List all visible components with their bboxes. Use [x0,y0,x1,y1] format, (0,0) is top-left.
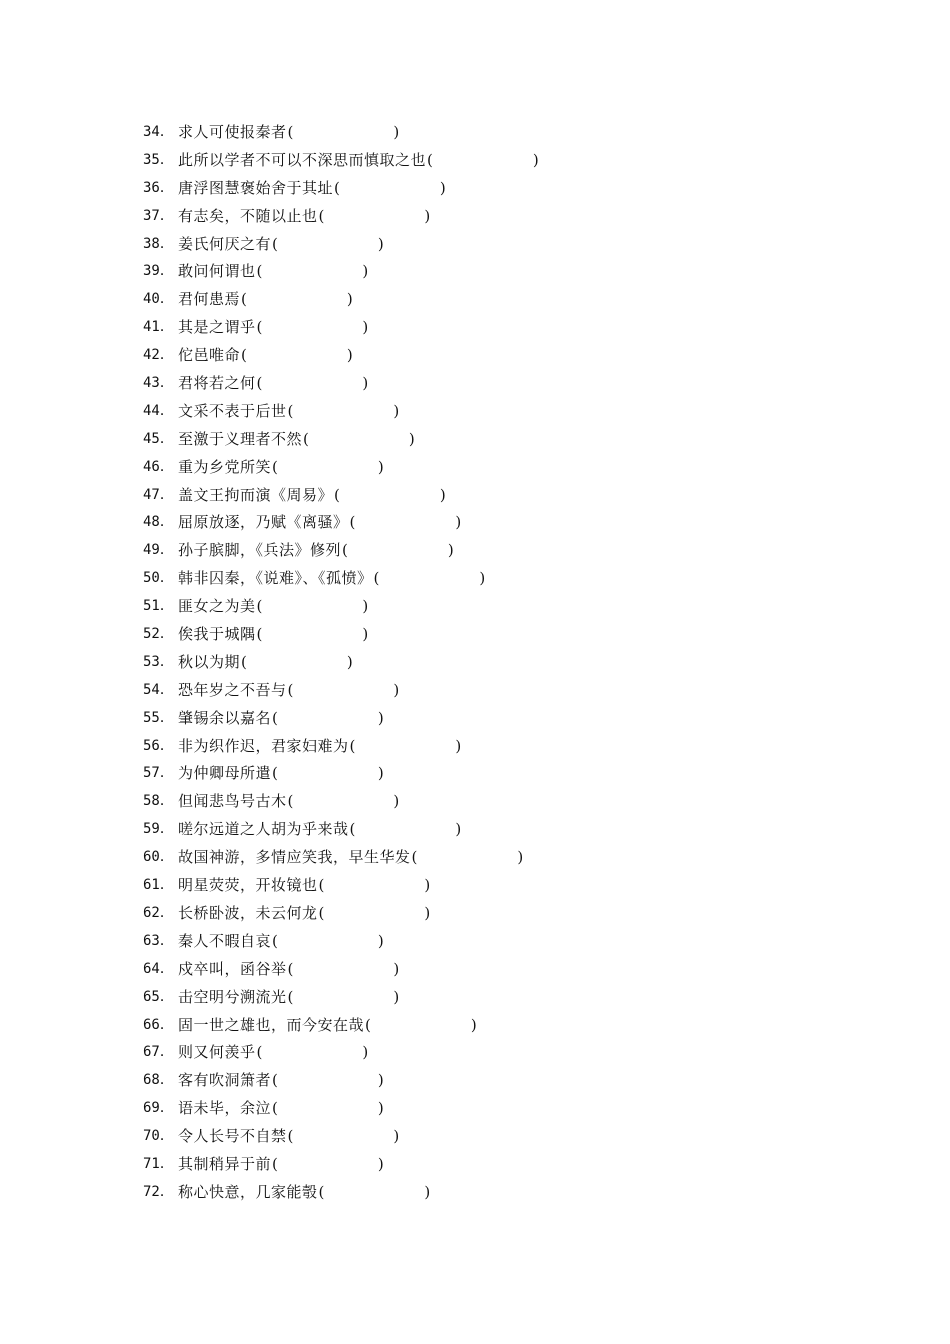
close-paren: ) [408,429,415,448]
question-text: 重为乡党所笑 [178,457,272,476]
question-number: 43． [143,375,174,392]
close-paren: ) [393,1127,400,1146]
question-number: 52． [143,626,174,643]
question-item [143,537,843,565]
answer-blank[interactable] [271,1067,384,1095]
open-paren: ( [256,625,263,644]
open-paren: ( [334,178,340,197]
open-paren: ( [287,987,294,1006]
close-paren: ) [517,848,524,867]
close-paren: ) [393,401,400,420]
question-text: 姜氏何厌之有 [178,234,272,253]
question-text: 客有吹洞箫者 [178,1071,272,1090]
close-paren: ) [377,1099,384,1118]
answer-blank[interactable] [240,649,353,677]
open-paren: ( [272,1071,278,1090]
close-paren: ) [362,1043,369,1062]
question-number: 71． [143,1155,174,1172]
question-number: 68． [143,1072,174,1089]
question-number: 59． [143,821,174,838]
close-paren: ) [424,1182,431,1201]
close-paren: ) [393,123,400,141]
close-paren: ) [346,346,353,365]
question-number: 67． [143,1044,174,1061]
question-number: 39． [143,263,174,280]
question-text: 敢问何谓也 [178,262,256,281]
question-number: 63． [143,932,174,949]
question-item [143,1012,843,1040]
question-number: 45． [143,430,174,447]
close-paren: ) [470,1015,477,1034]
question-item [143,147,843,175]
question-text: 孙子膑脚，《兵法》修列 [178,541,342,560]
answer-blank[interactable] [364,1012,477,1040]
open-paren: ( [373,569,380,588]
open-paren: ( [411,848,418,867]
open-paren: ( [303,429,309,448]
question-text: 称心快意，几家能彀 [178,1182,318,1201]
question-item [143,1039,843,1067]
answer-blank[interactable] [318,900,431,928]
answer-blank[interactable] [341,537,454,565]
close-paren: ) [377,708,384,727]
question-item [143,565,843,593]
question-text: 佗邑唯命 [178,346,241,365]
answer-blank[interactable] [318,1179,431,1207]
answer-blank[interactable] [271,1151,384,1179]
close-paren: ) [362,597,369,616]
question-item [143,649,843,677]
answer-blank[interactable] [318,203,431,231]
answer-blank[interactable] [287,119,400,147]
question-number: 69． [143,1100,174,1117]
open-paren: ( [318,206,325,225]
open-paren: ( [287,959,294,978]
close-paren: ) [377,234,384,253]
question-text: 击空明兮溯流光 [178,987,287,1006]
close-paren: ) [377,1071,384,1090]
question-item [143,119,843,147]
close-paren: ) [447,541,454,560]
answer-blank[interactable] [271,705,384,733]
open-paren: ( [272,234,278,253]
question-text: 为仲卿母所遣 [178,764,272,783]
question-item [143,677,843,705]
open-paren: ( [334,485,340,504]
answer-blank[interactable] [287,984,400,1012]
open-paren: ( [287,792,294,811]
open-paren: ( [256,318,263,337]
open-paren: ( [256,597,263,616]
question-number: 56． [143,737,174,754]
close-paren: ) [362,318,369,337]
question-item [143,203,843,231]
open-paren: ( [318,1182,325,1201]
question-number: 60． [143,849,174,866]
open-paren: ( [241,346,247,365]
question-number: 47． [143,486,174,503]
close-paren: ) [377,457,384,476]
question-item [143,900,843,928]
question-item [143,621,843,649]
answer-blank[interactable] [256,370,369,398]
close-paren: ) [424,876,431,895]
question-item [143,175,843,203]
question-item [143,956,843,984]
question-text: 唐浮图慧褒始舍于其址 [178,178,334,197]
close-paren: ) [393,680,400,699]
question-text: 此所以学者不可以不深思而慎取之也 [178,150,427,169]
question-item [143,509,843,537]
question-item [143,1095,843,1123]
question-text: 嗟尔远道之人胡为乎来哉 [178,820,349,839]
question-text: 秦人不暇自哀 [178,931,272,950]
close-paren: ) [455,736,462,755]
question-number: 62． [143,904,174,921]
question-item [143,928,843,956]
question-text: 语未毕，余泣 [178,1099,272,1118]
question-item [143,231,843,259]
question-number: 65． [143,988,174,1005]
question-text: 戍卒叫，函谷举 [178,959,287,978]
question-number: 49． [143,542,174,559]
question-text: 其制稍异于前 [178,1154,272,1173]
question-number: 54． [143,681,174,698]
question-text: 君将若之何 [178,374,256,393]
close-paren: ) [377,764,384,783]
answer-blank[interactable] [271,760,384,788]
open-paren: ( [241,652,247,671]
question-number: 37． [143,207,174,224]
question-item [143,482,843,510]
open-paren: ( [287,401,294,420]
question-text: 盖文王拘而演《周易》 [178,485,334,504]
question-number: 48． [143,514,174,531]
close-paren: ) [424,206,431,225]
answer-blank[interactable] [271,1095,384,1123]
question-item [143,733,843,761]
question-number: 40． [143,291,174,308]
close-paren: ) [455,820,462,839]
answer-blank[interactable] [240,286,353,314]
open-paren: ( [272,931,278,950]
question-number: 72． [143,1183,174,1200]
open-paren: ( [272,457,278,476]
question-item [143,426,843,454]
open-paren: ( [287,680,294,699]
question-item [143,593,843,621]
close-paren: ) [362,625,369,644]
close-paren: ) [377,1154,384,1173]
question-item [143,1179,843,1207]
question-text: 其是之谓乎 [178,318,256,337]
answer-blank[interactable] [256,314,369,342]
question-number: 46． [143,458,174,475]
open-paren: ( [256,374,263,393]
answer-blank[interactable] [287,956,400,984]
question-number: 53． [143,653,174,670]
question-text: 君何患焉 [178,290,241,309]
question-number: 61． [143,877,174,894]
question-item [143,760,843,788]
open-paren: ( [349,513,356,532]
answer-blank[interactable] [302,426,415,454]
answer-blank[interactable] [349,733,462,761]
close-paren: ) [479,569,486,588]
answer-blank[interactable] [426,147,539,175]
close-paren: ) [393,792,400,811]
close-paren: ) [393,959,400,978]
answer-blank[interactable] [333,482,446,510]
question-item [143,816,843,844]
question-number: 41． [143,319,174,336]
question-item [143,454,843,482]
open-paren: ( [256,262,263,281]
question-item [143,314,843,342]
close-paren: ) [377,931,384,950]
question-item [143,705,843,733]
answer-blank[interactable] [318,872,431,900]
question-item [143,872,843,900]
answer-blank[interactable] [287,1123,400,1151]
question-number: 35． [143,151,174,168]
question-number: 50． [143,570,174,587]
question-item [143,370,843,398]
open-paren: ( [272,764,278,783]
question-text: 固一世之雄也，而今安在哉 [178,1015,365,1034]
close-paren: ) [424,903,431,922]
question-list [143,119,843,1207]
question-text: 明星荧荧，开妆镜也 [178,876,318,895]
open-paren: ( [256,1043,263,1062]
open-paren: ( [365,1015,371,1034]
answer-blank[interactable] [271,454,384,482]
open-paren: ( [318,903,325,922]
question-number: 42． [143,347,174,364]
open-paren: ( [272,1154,278,1173]
answer-blank[interactable] [271,231,384,259]
question-item [143,844,843,872]
question-number: 57． [143,765,174,782]
answer-blank[interactable] [256,258,369,286]
question-text: 屈原放逐，乃赋《离骚》 [178,513,349,532]
close-paren: ) [439,178,446,197]
question-text: 文采不表于后世 [178,401,287,420]
question-text: 则又何羡乎 [178,1043,256,1062]
open-paren: ( [287,1127,294,1146]
open-paren: ( [342,541,348,560]
close-paren: ) [362,262,369,281]
open-paren: ( [272,1099,278,1118]
question-text: 至激于义理者不然 [178,429,303,448]
open-paren: ( [318,876,325,895]
question-text: 但闻悲鸟号古木 [178,792,287,811]
close-paren: ) [346,652,353,671]
question-text: 非为织作迟，君家妇难为 [178,736,349,755]
answer-blank[interactable] [333,175,446,203]
answer-blank[interactable] [411,844,524,872]
question-number: 55． [143,709,174,726]
question-item [143,342,843,370]
answer-blank[interactable] [271,928,384,956]
close-paren: ) [532,150,539,169]
answer-blank[interactable] [240,342,353,370]
question-item [143,398,843,426]
question-item [143,1123,843,1151]
question-number: 34． [143,124,174,140]
question-text: 俟我于城隅 [178,625,256,644]
question-text: 秋以为期 [178,652,241,671]
question-item [143,1151,843,1179]
close-paren: ) [362,374,369,393]
answer-blank[interactable] [349,816,462,844]
question-text: 令人长号不自禁 [178,1127,287,1146]
question-text: 求人可使报秦者 [178,123,287,141]
question-number: 58． [143,793,174,810]
open-paren: ( [272,708,278,727]
open-paren: ( [287,123,294,141]
question-item [143,788,843,816]
question-text: 恐年岁之不吾与 [178,680,287,699]
question-text: 匪女之为美 [178,597,256,616]
close-paren: ) [439,485,446,504]
question-number: 66． [143,1016,174,1033]
question-item [143,1067,843,1095]
answer-blank[interactable] [287,398,400,426]
question-text: 故国神游，多情应笑我，早生华发 [178,848,411,867]
question-item [143,258,843,286]
question-number: 44． [143,402,174,419]
open-paren: ( [241,290,247,309]
answer-blank[interactable] [256,593,369,621]
open-paren: ( [427,150,433,169]
question-number: 70． [143,1128,174,1145]
close-paren: ) [346,290,353,309]
question-number: 38． [143,235,174,252]
answer-blank[interactable] [256,1039,369,1067]
close-paren: ) [393,987,400,1006]
question-item [143,984,843,1012]
open-paren: ( [349,820,356,839]
close-paren: ) [455,513,462,532]
answer-blank[interactable] [287,677,400,705]
question-item [143,286,843,314]
answer-blank[interactable] [349,509,462,537]
question-text: 长桥卧波，未云何龙 [178,903,318,922]
answer-blank[interactable] [373,565,486,593]
answer-blank[interactable] [256,621,369,649]
question-number: 51． [143,598,174,615]
question-number: 64． [143,960,174,977]
answer-blank[interactable] [287,788,400,816]
question-text: 有志矣，不随以止也 [178,206,318,225]
open-paren: ( [349,736,356,755]
question-number: 36． [143,179,174,196]
question-text: 韩非囚秦，《说难》、《孤愤》 [178,569,373,588]
question-text: 肇锡余以嘉名 [178,708,272,727]
